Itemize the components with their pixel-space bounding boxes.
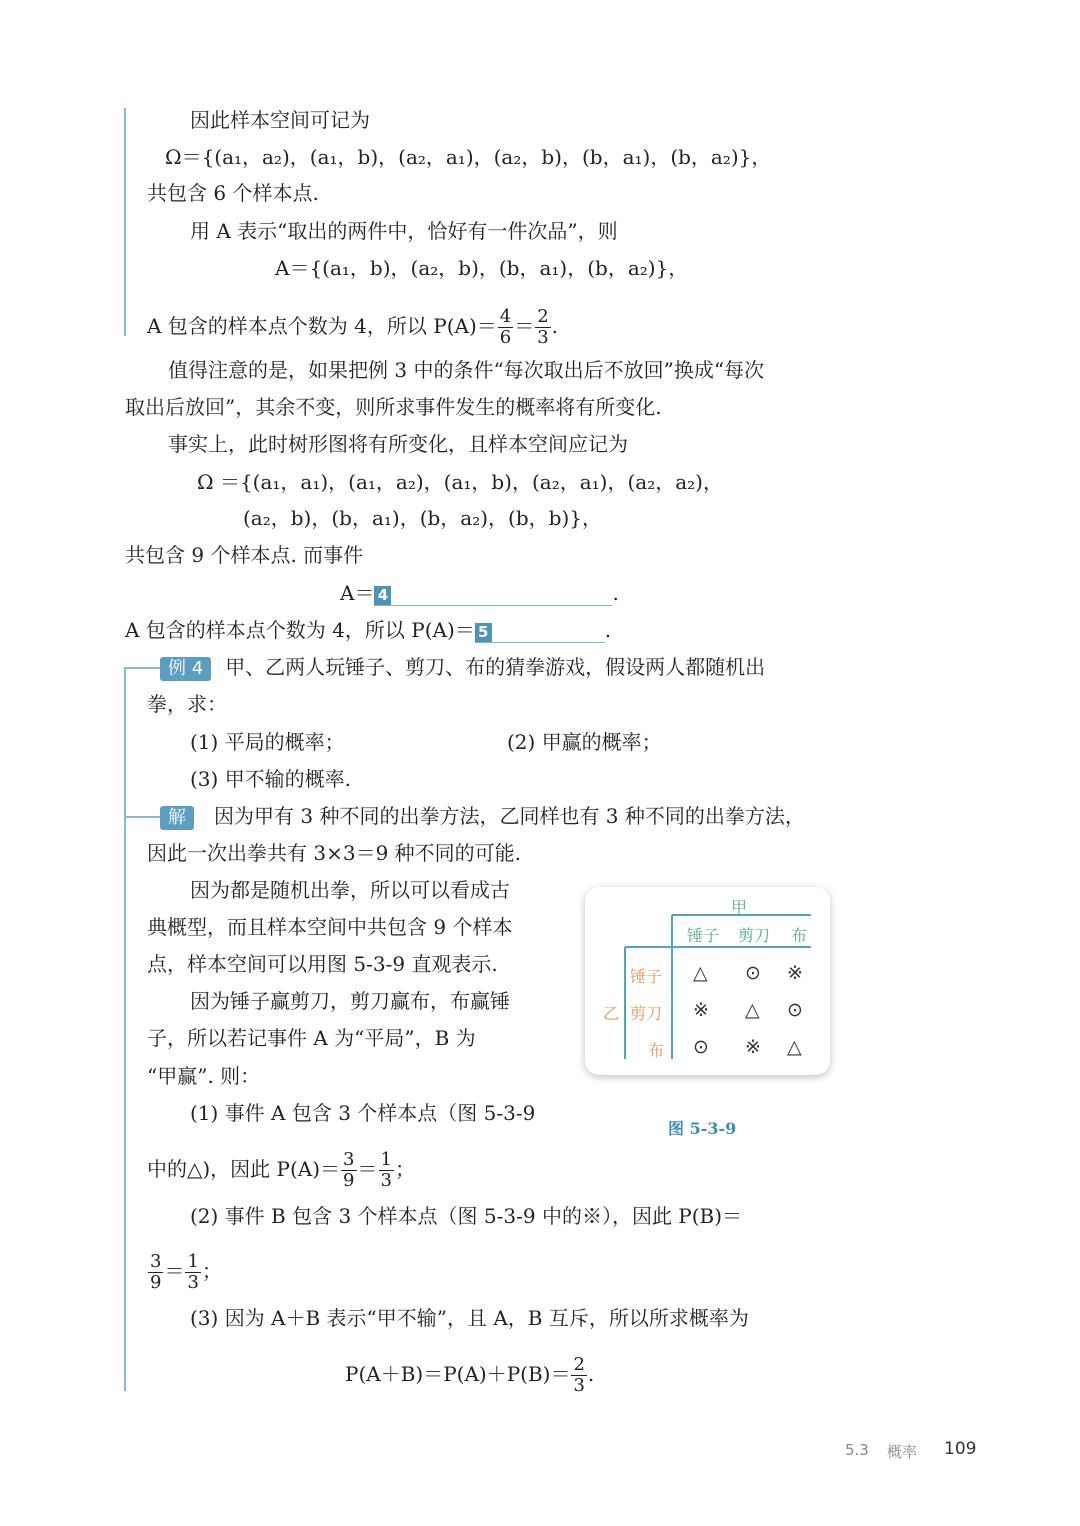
column-header: 甲 [731, 898, 748, 917]
text: P(A＋B)＝P(A)＋P(B)＝ [345, 1362, 571, 1386]
fraction [185, 1252, 200, 1293]
margin-bar [124, 667, 126, 1391]
period: . [612, 581, 619, 605]
solution-badge: 解 [160, 806, 194, 830]
text-line [340, 580, 619, 606]
text-line: 事实上，此时树形图将有所变化，且样本空间应记为 [168, 432, 628, 456]
example-heading [160, 654, 765, 681]
text: A＝ [340, 581, 375, 605]
cell-symbol: ⊙ [745, 962, 761, 984]
fraction [498, 307, 513, 348]
text-line [147, 307, 558, 348]
math-line: Ω＝{(a₁，a₂)，(a₁，b)，(a₂，a₁)，(a₂，b)，(b，a₁)，(b，a₂)}， [165, 145, 772, 169]
figure-5-3-9 [585, 887, 830, 1075]
text-line: 因此样本空间可记为 [190, 108, 370, 132]
answer-blank-4[interactable] [374, 581, 612, 606]
equals: ＝ [164, 1259, 185, 1283]
fraction [535, 307, 550, 348]
margin-bar [124, 108, 126, 336]
margin-tick [124, 667, 160, 669]
text-line: “甲赢”. 则： [147, 1064, 261, 1088]
semicolon: ； [394, 1157, 415, 1181]
denominator: 3 [573, 1375, 585, 1396]
text-line: 子，所以若记事件 A 为“平局”，B 为 [147, 1026, 476, 1050]
text-line: 拳，求： [147, 692, 227, 716]
example-badge: 例 4 [160, 657, 211, 681]
math-line: (a₂，b)，(b，a₁)，(b，a₂)，(b，b)}， [243, 506, 602, 530]
question-3: (3) 甲不输的概率. [190, 767, 352, 791]
row-header: 乙 [603, 1004, 620, 1023]
numerator: 2 [573, 1354, 585, 1375]
text: 甲、乙两人玩锤子、剪刀、布的猜拳游戏，假设两人都随机出 [225, 655, 766, 679]
text-line [147, 1252, 222, 1293]
cell-tie-symbol: △ [787, 1036, 802, 1058]
numerator: 2 [537, 306, 549, 327]
text-line: 因此一次出拳共有 3×3＝9 种不同的可能. [147, 841, 522, 865]
denominator: 3 [537, 327, 549, 348]
text: 中的△)，因此 P(A)＝ [147, 1157, 341, 1181]
text: A 包含的样本点个数为 4，所以 P(A)＝ [147, 314, 497, 338]
page-number: 109 [944, 1439, 977, 1459]
fraction [148, 1252, 163, 1293]
footer-title: 概率 [887, 1443, 918, 1461]
text-line: (1) 事件 A 包含 3 个样本点（图 5-3-9 [190, 1101, 536, 1125]
text-line: (3) 因为 A＋B 表示“甲不输”，且 A，B 互斥，所以所求概率为 [190, 1306, 749, 1330]
text-line [125, 617, 611, 643]
text: A 包含的样本点个数为 4，所以 P(A)＝ [125, 618, 475, 642]
cell-symbol: ※ [787, 962, 803, 984]
cell-symbol: ※ [693, 999, 709, 1021]
question-1: (1) 平局的概率； [190, 730, 345, 754]
numerator: 1 [380, 1149, 392, 1170]
text-line: 典概型，而且样本空间中共包含 9 个样本 [147, 915, 513, 939]
column-label: 布 [791, 926, 808, 945]
cell-symbol: ⊙ [693, 1036, 709, 1058]
solution-heading [160, 803, 805, 830]
question-2: (2) 甲赢的概率； [507, 730, 662, 754]
column-label: 剪刀 [738, 926, 771, 945]
numerator: 1 [187, 1251, 199, 1272]
period: . [551, 314, 559, 338]
text-line: 共包含 6 个样本点. [147, 181, 319, 205]
denominator: 9 [343, 1170, 355, 1191]
denominator: 9 [150, 1272, 162, 1293]
numerator: 3 [150, 1251, 162, 1272]
text-line: 因为锤子赢剪刀，剪刀赢布，布赢锤 [190, 989, 510, 1013]
text-line: 点，样本空间可以用图 5-3-9 直观表示. [147, 952, 498, 976]
period: . [587, 1362, 595, 1386]
answer-blank-5[interactable] [475, 618, 605, 643]
row-label: 剪刀 [630, 1004, 663, 1023]
text-line: 取出后放回”，其余不变，则所求事件发生的概率将有所变化. [125, 395, 662, 419]
row-label: 布 [648, 1041, 665, 1060]
text: 因为甲有 3 种不同的出拳方法，乙同样也有 3 种不同的出拳方法， [214, 804, 805, 828]
fraction [379, 1150, 394, 1191]
semicolon: ； [201, 1259, 222, 1283]
cell-tie-symbol: △ [745, 999, 760, 1021]
numerator: 3 [343, 1149, 355, 1170]
denominator: 6 [499, 327, 512, 348]
numerator: 4 [499, 306, 512, 327]
equals: ＝ [514, 314, 535, 338]
text-line: 共包含 9 个样本点. 而事件 [125, 543, 364, 567]
period: . [604, 618, 612, 642]
blank-number: 5 [475, 623, 492, 642]
denominator: 3 [187, 1272, 199, 1293]
math-line [345, 1355, 594, 1396]
row-label: 锤子 [630, 967, 663, 986]
fraction [341, 1150, 356, 1191]
cell-symbol: ⊙ [787, 999, 803, 1021]
cell-symbol: ※ [745, 1036, 761, 1058]
equals: ＝ [357, 1157, 378, 1181]
denominator: 3 [380, 1170, 392, 1191]
text-line: (2) 事件 B 包含 3 个样本点（图 5-3-9 中的※），因此 P(B)＝ [190, 1204, 743, 1228]
text-line: 值得注意的是，如果把例 3 中的条件“每次取出后不放回”换成“每次 [168, 358, 765, 382]
text-line: 用 A 表示“取出的两件中，恰好有一件次品”，则 [190, 219, 618, 243]
cell-tie-symbol: △ [693, 962, 708, 984]
footer-section: 5.3 [845, 1441, 869, 1459]
text-line: 因为都是随机出拳，所以可以看成古 [190, 878, 510, 902]
figure-caption: 图 5-3-9 [668, 1119, 737, 1138]
math-line: A＝{(a₁，b)，(a₂，b)，(b，a₁)，(b，a₂)}， [275, 256, 689, 280]
blank-number: 4 [374, 586, 391, 605]
fraction [571, 1355, 586, 1396]
column-label: 锤子 [687, 926, 720, 945]
text-line [147, 1150, 415, 1191]
margin-tick [124, 816, 160, 818]
math-line: Ω ＝{(a₁，a₁)，(a₁，a₂)，(a₁，b)，(a₂，a₁)，(a₂，a₂)， [197, 470, 723, 494]
